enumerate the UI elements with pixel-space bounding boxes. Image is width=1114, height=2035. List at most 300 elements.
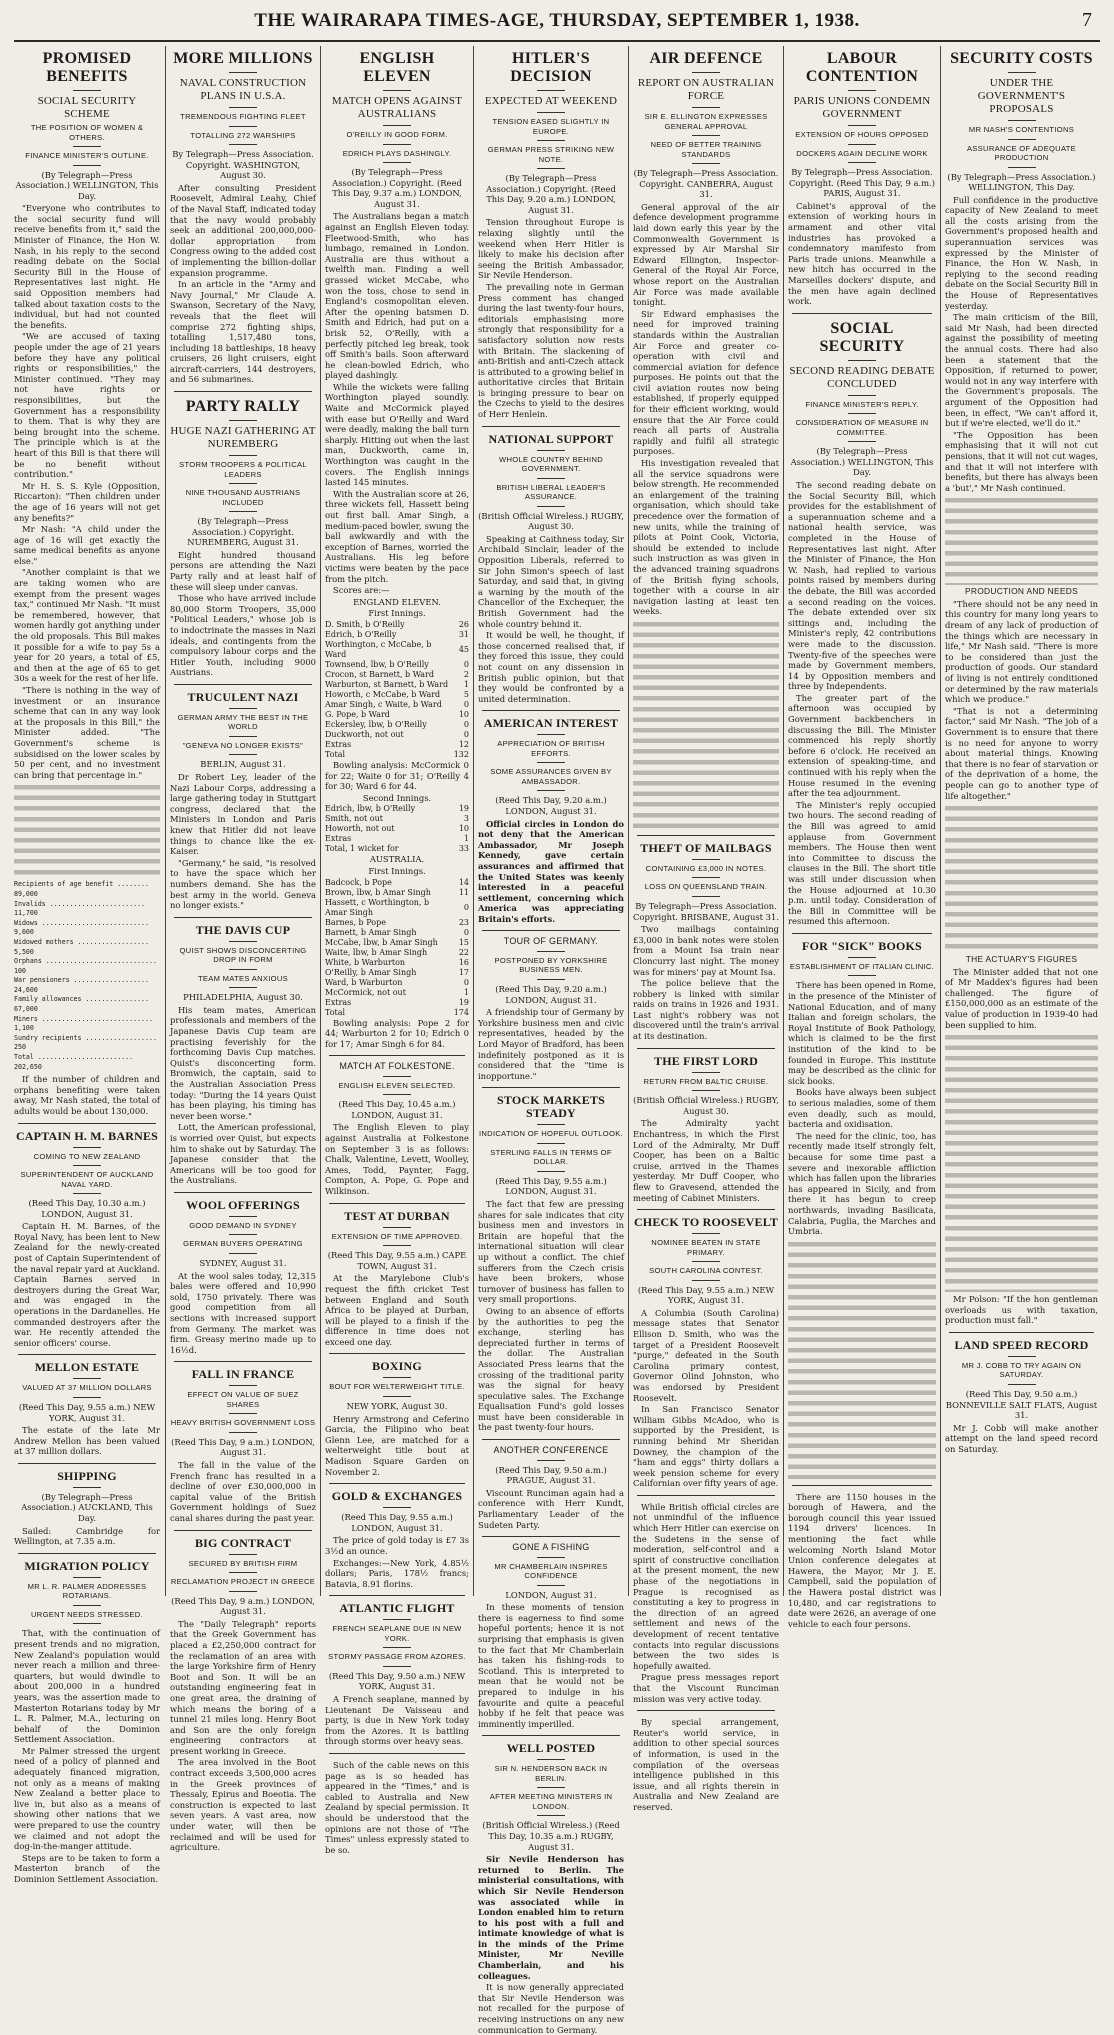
list-item: Widowed mothers .................. 5,500 bbox=[14, 937, 149, 956]
headline: HITLER'S DECISION bbox=[510, 50, 592, 85]
byline: (Reed This Day, 9 a.m.) LONDON, August 31. bbox=[171, 1436, 315, 1458]
batsman: Townsend, lbw, b O'Reilly bbox=[325, 659, 429, 669]
headline: GONE A FISHING bbox=[512, 1542, 590, 1553]
runs: 1 bbox=[463, 679, 469, 689]
subheadline: STORMY PASSAGE FROM AZORES. bbox=[328, 1652, 466, 1662]
headline: BIG CONTRACT bbox=[194, 1535, 292, 1550]
batsman: Total bbox=[325, 1007, 346, 1017]
article-english-eleven bbox=[325, 50, 469, 1049]
divider bbox=[692, 859, 720, 860]
byline: NEW YORK, August 30. bbox=[346, 1400, 448, 1411]
divider bbox=[848, 441, 876, 442]
article-social-security bbox=[788, 320, 936, 927]
masthead bbox=[0, 0, 1114, 40]
masthead-rule bbox=[14, 40, 1100, 42]
table-row bbox=[325, 700, 469, 710]
byline: (By Telegraph—Press Association.) WELLINGTON, This Day. bbox=[790, 446, 934, 478]
article-separator bbox=[482, 1536, 620, 1537]
byline: (By Telegraph—Press Association.) Copyright. NUREMBERG, August 31. bbox=[187, 516, 299, 548]
subheadline: PARIS UNIONS CONDEMN GOVERNMENT bbox=[793, 95, 931, 120]
list-item: Recipients of age benefit ........ 89,000 bbox=[14, 880, 149, 898]
table-row bbox=[325, 898, 469, 918]
paragraph: The Australians began a match against an English Eleven today. Fleetwood-Smith, who has lumbago, remained in London. Australia are thus without a twelfth man. Finding a well grassed wicket McCabe, who won the toss, chose to send in England's cosmopolitan eleven. After the opening batsmen D. Smith and Edrich, had put on a brisk 52, O'Reilly, with a perfectly pitched leg break, took off Smith's bails. Soon afterward he clean-bowled Edrich, who played dashingly. bbox=[325, 211, 469, 381]
runs: 45 bbox=[458, 644, 469, 654]
divider bbox=[73, 1378, 101, 1379]
divider bbox=[229, 420, 257, 421]
runs: 33 bbox=[458, 844, 469, 854]
divider bbox=[383, 1076, 411, 1077]
column-6 bbox=[788, 46, 936, 1629]
paragraph: The greater part of the afternoon was occupied by Government backbenchers in discussing the Bill. The Minister commenced his reply shortly before 6 o'clock. He received an extension of speaking-time, and continued with his reply when the House resumed in the evening after the tea adjournment. bbox=[788, 692, 936, 799]
paragraph: The police believe that the robbery is linked with similar raids on trains in 1926 and 1931. Last night's robbery was not discovered until the train's arrival at its destination. bbox=[633, 978, 779, 1042]
subheadline: GERMAN BUYERS OPERATING bbox=[183, 1239, 303, 1249]
runs: 17 bbox=[458, 967, 469, 977]
headline: CHECK TO ROOSEVELT bbox=[633, 1215, 779, 1230]
divider bbox=[229, 144, 257, 145]
divider bbox=[73, 165, 101, 166]
paragraph: General approval of the air defence development programme laid down early this year by the Commonwealth Government is expressed by Air Marshal Sir Edward Ellington, Inspector-General of the Royal Air Force, whose report on the Australian Air Force was made available tonight. bbox=[633, 201, 779, 308]
divider bbox=[229, 1591, 257, 1592]
byline: By Telegraph—Press Association. Copyright. WASHINGTON, August 30. bbox=[172, 149, 314, 181]
paragraph: Lott, the American professional, is worried over Quist, but expects him to shake out by Saturday. The Japanese consider that the Americans will be too good for the Australians. bbox=[170, 1122, 316, 1186]
divider bbox=[848, 360, 876, 361]
subheadline: O'REILLY IN GOOD FORM. bbox=[346, 130, 448, 139]
table-row bbox=[325, 690, 469, 700]
headline: STOCK MARKETS STEADY bbox=[496, 1093, 606, 1121]
subheadline: EXTENSION OF TIME APPROVED. bbox=[331, 1231, 463, 1241]
divider bbox=[692, 1261, 720, 1262]
innings-heading: First Innings. bbox=[368, 865, 426, 876]
headline: MIGRATION POLICY bbox=[24, 1558, 150, 1573]
runs: 0 bbox=[463, 729, 469, 739]
article-separator bbox=[174, 391, 312, 392]
divider bbox=[537, 90, 565, 91]
article-separator bbox=[18, 1463, 156, 1464]
subheadline: NINE THOUSAND AUSTRIANS INCLUDED bbox=[185, 488, 301, 507]
headline: MORE MILLIONS bbox=[173, 50, 313, 67]
batsman: Barnes, b Pope bbox=[325, 917, 386, 927]
divider bbox=[692, 135, 720, 136]
subheadline: WHOLE COUNTRY BEHIND GOVERNMENT. bbox=[498, 454, 604, 474]
divider bbox=[383, 1619, 411, 1620]
paragraph: The fall in the value of the French franc has resulted in a decline of over £30,000,000 in capital value of the British Government holdings of Suez canal shares during the past year. bbox=[170, 1460, 316, 1523]
article-separator bbox=[329, 1595, 465, 1596]
subheadline: FRENCH SEAPLANE DUE IN NEW YORK. bbox=[332, 1624, 462, 1643]
batsman: O'Reilly, b Amar Singh bbox=[325, 967, 417, 977]
article-shipping bbox=[14, 1470, 160, 1547]
headline: THE FIRST LORD bbox=[654, 1053, 758, 1068]
paragraph: Cabinet's approval of the extension of working hours in armament and other vital industries has provoked a condemnatory manifesto from Paris trade unions. Meanwhile a new hitch has occurred in the Marseilles dockers' dispute, and the men have again declined work. bbox=[788, 200, 936, 307]
article-theft-mailbags bbox=[633, 842, 779, 1042]
divider bbox=[229, 107, 257, 108]
paragraph: Full confidence in the productive capacity of New Zealand to meet all the costs arising from the Government's proposed health and superannuation services was expressed by the Minister of Finance, the Hon W. Nash, in replying to the second reading debate on the Social Security Bill in the House of Representatives yesterday. bbox=[945, 194, 1098, 311]
paragraph: Bowling analysis: McCormick 0 for 22; Waite 0 for 31; O'Reilly 4 for 30; Ward 6 for 44. bbox=[325, 759, 469, 792]
page-number: 7 bbox=[1082, 9, 1092, 31]
paragraph: Steps are to be taken to form a Masterton branch of the Dominion Settlement Association. bbox=[14, 1852, 160, 1884]
divider bbox=[229, 1234, 257, 1235]
divider bbox=[537, 478, 565, 479]
headline: MELLON ESTATE bbox=[34, 1360, 140, 1375]
article-separator bbox=[637, 1048, 775, 1049]
subheadline: RETURN FROM BALTIC CRUISE. bbox=[643, 1076, 769, 1086]
subheadline: SOME ASSURANCES GIVEN BY AMBASSADOR. bbox=[490, 767, 612, 786]
article-well-posted bbox=[478, 1742, 624, 2035]
subheadline: MR L. R. PALMER ADDRESSES ROTARIANS. bbox=[27, 1581, 147, 1601]
subheadline: SECURED BY BRITISH FIRM bbox=[188, 1558, 298, 1568]
subheadline: EFFECT ON VALUE OF SUEZ SHARES bbox=[187, 1390, 299, 1409]
runs: 132 bbox=[453, 749, 469, 759]
text-block bbox=[945, 495, 1098, 585]
divider bbox=[229, 969, 257, 970]
byline: (By Telegraph—Press Association.) Copyright. (Reed This Day, 9.20 a.m.) LONDON, August 31. bbox=[486, 173, 616, 215]
divider bbox=[692, 1280, 720, 1281]
paragraph: A Columbia (South Carolina) message states that Senator Ellison D. Smith, who was the target of a President Roosevelt "purge," defeated in the South Carolina primary contest, Governor Olind Johnston, who was endorsed by President Roosevelt. bbox=[633, 1307, 779, 1403]
divider bbox=[692, 1090, 720, 1091]
paragraph: After consulting President Roosevelt, Admiral Leahy, Chief of the Naval Staff, indicated today that the navy would probably seek an additional 200,000,000-dollar appropriation from Congress owing to the added cost of implementing the billion-dollar expansion programme. bbox=[170, 182, 316, 278]
divider bbox=[73, 1147, 101, 1148]
paragraph: Prague press messages report that the Viscount Runciman mission was very active today. bbox=[633, 1672, 779, 1704]
divider bbox=[383, 162, 411, 163]
runs: 16 bbox=[458, 957, 469, 967]
divider bbox=[537, 1759, 565, 1760]
subheadline: "GENEVA NO LONGER EXISTS" bbox=[182, 740, 304, 750]
headline: LABOUR CONTENTION bbox=[805, 50, 919, 85]
table-row bbox=[325, 640, 469, 660]
text-block bbox=[945, 1032, 1098, 1292]
subheadline: APPRECIATION OF BRITISH EFFORTS. bbox=[497, 739, 605, 758]
table-row bbox=[325, 824, 469, 834]
article-separator bbox=[174, 1192, 312, 1193]
subheadline: BOUT FOR WELTERWEIGHT TITLE. bbox=[329, 1382, 465, 1392]
paragraph: The need for the clinic, too, has recently made itself strongly felt, because for some time past a severe and inexorable affliction which has fallen upon the libraries has appeared in Sicily, and from there it has begun to creep northwards, invading Basilicata, Calabria, Puglia, the Marches and Umbria. bbox=[788, 1130, 936, 1237]
paragraph: Mr Palmer stressed the urgent need of a policy of planned and adequately financed migration, not only as a means of making New Zealand a better place to live in, but also as a means of showing other nations that we were prepared to use the country we claimed and not adopt the dog-in-the-manger attitude. bbox=[14, 1745, 160, 1852]
table-row bbox=[325, 844, 469, 854]
subheadline: EXTENSION OF HOURS OPPOSED bbox=[795, 130, 929, 139]
headline: SOCIAL SECURITY bbox=[819, 319, 905, 355]
runs: 3 bbox=[463, 814, 469, 824]
divider bbox=[229, 754, 257, 755]
column-2 bbox=[170, 46, 316, 1853]
article-national-support bbox=[478, 433, 624, 705]
divider bbox=[537, 1815, 565, 1816]
article-separator bbox=[637, 1495, 775, 1496]
runs: 174 bbox=[453, 1007, 469, 1017]
byline: (British Official Wireless.) RUGBY, August 30. bbox=[478, 510, 624, 532]
divider bbox=[73, 1577, 101, 1578]
article-atlantic-flight bbox=[325, 1602, 469, 1855]
divider bbox=[1008, 120, 1036, 121]
batsman: Duckworth, not out bbox=[325, 729, 404, 739]
article-separator bbox=[18, 1354, 156, 1355]
table-row bbox=[325, 918, 469, 928]
headline: TRUCULENT NAZI bbox=[187, 689, 299, 704]
text-block bbox=[14, 782, 160, 878]
article-gone-fishing bbox=[478, 1543, 624, 1729]
headline: SHIPPING bbox=[57, 1468, 117, 1483]
batsman: G. Pope, b Ward bbox=[325, 709, 390, 719]
batsman: Howorth, not out bbox=[325, 824, 395, 834]
table-row bbox=[325, 988, 469, 998]
subheadline: MATCH OPENS AGAINST AUSTRALIANS bbox=[331, 95, 463, 120]
column-4 bbox=[478, 46, 625, 2035]
divider bbox=[692, 1233, 720, 1234]
article-separator bbox=[792, 933, 932, 934]
subheadline: DOCKERS AGAIN DECLINE WORK bbox=[796, 148, 928, 158]
article-separator bbox=[174, 917, 312, 918]
table-row bbox=[325, 804, 469, 814]
table-row bbox=[325, 620, 469, 630]
scorecard bbox=[325, 620, 469, 760]
runs: 10 bbox=[458, 709, 469, 719]
runs: 26 bbox=[458, 619, 469, 629]
paragraph: Owing to an absence of efforts by the authorities to peg the exchange, sterling has depreciated further in terms of the dollar. The Australian Associated Press learns that the crossing of the traditional parity was the signal for heavy speculative sales. The Exchange Equalisation Fund's gold losses must have been considerable in the past twenty-four hours. bbox=[478, 1305, 624, 1433]
table-row bbox=[325, 814, 469, 824]
article-separator bbox=[174, 1530, 312, 1531]
paragraph: Sir Nevile Henderson has returned to Berlin. The ministerial consultations, with which Sir Nevile Henderson was associated while in London enabled him to return to his post with a full and intimate knowledge of what is in the minds of the Prime Minister, Mr Neville Chamberlain, and his colleagues. bbox=[478, 1854, 624, 1981]
byline: (British Official Wireless.) (Reed This Day, 10.35 a.m.) RUGBY, August 31. bbox=[482, 1820, 620, 1852]
runs: 31 bbox=[458, 629, 469, 639]
article-big-contract bbox=[170, 1537, 316, 1853]
runs: 0 bbox=[463, 927, 469, 937]
subheadline: THE POSITION OF WOMEN & OTHERS. bbox=[30, 123, 144, 142]
paragraph: The price of gold today is £7 3s 3½d an ounce. bbox=[325, 1535, 469, 1556]
subheadline: SOUTH CAROLINA CONTEST. bbox=[649, 1266, 763, 1276]
batsman: D. Smith, b O'Reilly bbox=[325, 619, 405, 629]
paragraph: A French seaplane, manned by Lieutenant De Vaisseau and party, is due in New York today from the Azores. It is battling through storms over heavy seas. bbox=[325, 1693, 469, 1747]
list-item: Family allowances ................ 67,000 bbox=[14, 995, 149, 1014]
article-hitlers-decision bbox=[478, 50, 624, 420]
article-truculent-nazi bbox=[170, 691, 316, 911]
subheadline: CONSIDERATION OF MEASURE IN COMMITTEE. bbox=[795, 418, 929, 437]
paragraph: That, with the continuation of present trends and no migration, New Zealand's population would never reach a million and three-quarters, but would dwindle to about 200,000 in a hundred years, was the assertion made to Masterton Rotarians today by Mr L. R. Palmer, M.A., lecturing on behalf of the Dominion Settlement Association. bbox=[14, 1628, 160, 1745]
divider bbox=[383, 1647, 411, 1648]
table-row bbox=[325, 680, 469, 690]
subheadline: FINANCE MINISTER'S REPLY. bbox=[805, 399, 919, 409]
article-separator bbox=[329, 1753, 465, 1754]
divider bbox=[537, 450, 565, 451]
divider bbox=[229, 1572, 257, 1573]
divider bbox=[537, 1143, 565, 1144]
list-total: Total ........................ 202,650 bbox=[14, 1053, 134, 1071]
runs: 0 bbox=[463, 977, 469, 987]
batsman: Smith, not out bbox=[325, 814, 383, 824]
divider bbox=[229, 1554, 257, 1555]
paragraph: The prevailing note in German Press comment has changed during the last twenty-four hours, editorials emphasising more strongly that responsibility for a satisfactory solution now rests with Britain. The slackening of anti-British and anti-Czech attack is attributed to a growing belief in authoritative circles that Britain is bringing pressure to bear on the Czechs to yield to the desires of Herr Henlein. bbox=[478, 281, 625, 420]
table-row bbox=[325, 1008, 469, 1018]
byline: (By Telegraph—Press Association. Copyright. CANBERRA, August 31. bbox=[633, 168, 779, 200]
paragraph: At the Marylebone Club's request the fifth cricket Test between England and South Africa to be played at Durban, will be played to a finish if the difference in time does not exceed one day. bbox=[325, 1273, 469, 1347]
paragraph: Official circles in London do not deny that the American Ambassador, Mr Joseph Kennedy, gave certain assurances and affirmed that the United States was keenly interested in a peaceful settlement, concerning which America was appreciating Britain's efforts. bbox=[478, 818, 624, 924]
list-item: Orphans ............................ 100 bbox=[14, 957, 157, 975]
subheadline: AFTER MEETING MINISTERS IN LONDON. bbox=[489, 1792, 613, 1811]
article-davis-cup bbox=[170, 924, 316, 1186]
runs: 10 bbox=[458, 824, 469, 834]
article-separator bbox=[637, 1710, 775, 1711]
headline: SECURITY COSTS bbox=[950, 50, 1093, 67]
list-item: Widows ........................... 9,600 bbox=[14, 918, 149, 937]
batsman: Total bbox=[325, 749, 346, 759]
article-check-roosevelt bbox=[633, 1216, 779, 1489]
divider bbox=[229, 941, 257, 942]
headline: FALL IN FRANCE bbox=[191, 1367, 295, 1382]
article-separator bbox=[18, 1123, 156, 1124]
article-separator bbox=[482, 930, 620, 931]
paragraph: Mr Nash: "A child under the age of 16 will get exactly the same medical benefits as anyone else." bbox=[14, 524, 160, 566]
byline: By Telegraph—Press Association. Copyright. (Reed This Day, 9 a.m.) PARIS, August 31. bbox=[789, 167, 935, 199]
subheadline: TEAM MATES ANXIOUS bbox=[197, 973, 289, 983]
divider bbox=[537, 951, 565, 952]
subheadline: LOSS ON QUEENSLAND TRAIN. bbox=[644, 882, 768, 892]
batsman: McCormick, not out bbox=[325, 987, 406, 997]
paragraph: Scores are:— bbox=[333, 585, 390, 596]
batsman: Worthington, c McCabe, b Ward bbox=[325, 639, 432, 659]
paragraph: While the wickets were falling Worthington played soundly. Waite and McCormick played with ease but O'Reilly and Ward were deadly, making the ball turn sharply. Hitting out when the last man, Duckworth, came in, Worthington was caught in the covers. The English innings lasted 145 minutes. bbox=[325, 381, 469, 488]
batsman: Eckersley, lbw, b O'Reilly bbox=[325, 719, 427, 729]
column-divider bbox=[940, 46, 941, 1596]
subheadline: TENSION EASED SLIGHTLY IN EUROPE. bbox=[492, 117, 610, 136]
paragraph: If the number of children and orphans benefiting were taken away, Mr Nash stated, the total of adults would be about 130,000. bbox=[14, 1074, 160, 1116]
headline: AIR DEFENCE bbox=[649, 50, 763, 67]
subheadline: STERLING FALLS IN TERMS OF DOLLAR. bbox=[490, 1147, 612, 1167]
article-wool-offerings bbox=[170, 1199, 316, 1355]
column-1 bbox=[14, 46, 160, 1884]
article-separator bbox=[482, 426, 620, 427]
runs: 23 bbox=[458, 917, 469, 927]
article-captain-barnes bbox=[14, 1130, 160, 1349]
divider bbox=[537, 734, 565, 735]
batsman: Edrich, lbw, b O'Reilly bbox=[325, 804, 416, 814]
divider bbox=[1008, 1384, 1036, 1385]
column-divider bbox=[165, 46, 166, 1596]
article-separator bbox=[329, 1483, 465, 1484]
subheadline: TREMENDOUS FIGHTING FLEET bbox=[180, 112, 306, 121]
byline: (By Telegraph—Press Association.) AUCKLAND, This Day. bbox=[21, 1491, 153, 1524]
divider bbox=[692, 896, 720, 897]
paragraph: Henry Armstrong and Ceferino Garcia, the Filipino who beat Glenn Lee, are matched for a welterweight title bout at Madison Square Garden on November 2. bbox=[325, 1413, 469, 1477]
article-separator bbox=[329, 1203, 465, 1204]
divider bbox=[848, 90, 876, 91]
divider bbox=[383, 1666, 411, 1667]
benefit-list bbox=[14, 880, 160, 1072]
paragraph: Sailed: Cambridge for Wellington, at 7.35 a.m. bbox=[14, 1525, 160, 1547]
paragraph: "There should not be any need in this country for many long years to dream of any lack of production of the things which are necessary in life," Mr Nash said. "There is more to be considered than just the production of goods. Our standard of living is not entirely conditioned or determined by the raw materials which we produce." bbox=[945, 598, 1098, 705]
runs: 0 bbox=[463, 719, 469, 729]
article-air-defence bbox=[633, 50, 779, 829]
byline: (Reed This Day, 10.45 a.m.) LONDON, August 31. bbox=[338, 1099, 456, 1120]
subheadline: GERMAN PRESS STRIKING NEW NOTE. bbox=[487, 145, 615, 164]
paragraph: Tension throughout Europe is relaxing slightly until the weekend when Herr Hitler is likely to make his decision after seeing the British Ambassador, Sir Nevile Henderson. bbox=[478, 217, 624, 281]
headline: MATCH AT FOLKESTONE. bbox=[339, 1061, 455, 1072]
article-test-durban bbox=[325, 1210, 469, 1348]
divider bbox=[537, 979, 565, 980]
article-sick-books bbox=[788, 940, 936, 1629]
batsman: Ward, b Warburton bbox=[325, 977, 403, 987]
subheadline: SUPERINTENDENT OF AUCKLAND NAVAL YARD. bbox=[20, 1170, 154, 1189]
byline: (Reed This Day, 9 a.m.) LONDON, August 31. bbox=[171, 1595, 315, 1617]
divider bbox=[537, 1124, 565, 1125]
table-row bbox=[325, 740, 469, 750]
paragraph: Eight hundred thousand persons are attending the Nazi Party rally and at least half of these will sleep under canvas. bbox=[170, 549, 316, 592]
headline: WOOL OFFERINGS bbox=[186, 1197, 300, 1212]
table-row bbox=[325, 978, 469, 988]
column-divider bbox=[628, 46, 629, 1596]
article-migration-policy bbox=[14, 1560, 160, 1885]
column-3 bbox=[325, 46, 469, 1855]
table-row bbox=[325, 998, 469, 1008]
paragraph: His investigation revealed that all the service squadrons were below strength. He recommended an enlargement of the training organisation, which should take precedence over the formation of new units, while the training of pilots at Point Cook, Victoria, should be extended to include such instruction as was given in the advanced training squadrons of the British flying schools, together with a course in air navigation lasting at least ten weeks. bbox=[633, 458, 779, 617]
divider bbox=[229, 1385, 257, 1386]
runs: 14 bbox=[458, 877, 469, 887]
byline: (Reed This Day, 9.50 a.m.) PRAGUE, August 31. bbox=[495, 1464, 607, 1486]
subheadline: EDRICH PLAYS DASHINGLY. bbox=[342, 148, 452, 158]
divider bbox=[383, 1094, 411, 1095]
innings-heading: First Innings. bbox=[368, 608, 426, 619]
divider bbox=[73, 1487, 101, 1488]
subheadline: ASSURANCE OF ADEQUATE PRODUCTION bbox=[966, 143, 1077, 162]
column-divider bbox=[783, 46, 784, 1596]
paragraph: Mr J. Cobb will make another attempt on the land speed record on Saturday. bbox=[945, 1422, 1098, 1454]
table-row bbox=[325, 958, 469, 968]
paragraph: Such of the cable news on this page as is so headed has appeared in the "Times," and is cabled to Australia and New Zealand by special permission. It should be understood that the opinions are not those of "The Times" unless expressly stated to be so. bbox=[325, 1759, 469, 1855]
column-divider bbox=[320, 46, 321, 1596]
subheadline: RECLAMATION PROJECT IN GREECE bbox=[170, 1577, 316, 1587]
divider bbox=[383, 90, 411, 91]
byline: SYDNEY, August 31. bbox=[199, 1257, 287, 1268]
article-separator bbox=[792, 1485, 932, 1486]
article-separator bbox=[174, 1361, 312, 1362]
runs: 11 bbox=[458, 887, 469, 897]
article-gold-exchanges bbox=[325, 1490, 469, 1589]
paragraph: Books have always been subject to serious maladies, some of them even deadly, such as mould, bacteria and oxidisation. bbox=[788, 1087, 936, 1130]
subheadline: SIR N. HENDERSON BACK IN BERLIN. bbox=[494, 1764, 608, 1783]
section-heading: PRODUCTION AND NEEDS bbox=[964, 586, 1079, 597]
divider bbox=[229, 483, 257, 484]
paragraph: Viscount Runciman again had a conference with Herr Kundt, Parliamentary Leader of the Sudeten Party. bbox=[478, 1487, 624, 1530]
byline: LONDON, August 31. bbox=[505, 1589, 597, 1600]
table-row bbox=[325, 750, 469, 760]
divider bbox=[73, 1605, 101, 1606]
divider bbox=[229, 511, 257, 512]
paragraph: Mr H. S. S. Kyle (Opposition, Riccarton): "Then children under the age of 16 years will not get any benefits?" bbox=[14, 480, 160, 523]
subheadline: SECOND READING DEBATE CONCLUDED bbox=[789, 364, 935, 390]
divider bbox=[848, 975, 876, 976]
subheadline: NAVAL CONSTRUCTION PLANS IN U.S.A. bbox=[179, 77, 307, 102]
paragraph: The estate of the late Mr Andrew Mellon has been valued at 37 million dollars. bbox=[14, 1425, 160, 1457]
byline: (Reed This Day, 9.55 a.m.) LONDON, August 31. bbox=[495, 1175, 607, 1197]
divider bbox=[537, 1787, 565, 1788]
batsman: Waite, lbw, b Amar Singh bbox=[325, 947, 428, 957]
subheadline: ESTABLISHMENT OF ITALIAN CLINIC. bbox=[789, 961, 935, 971]
paragraph: The Minister added that not one of Mr Maddex's figures had been challenged. The figure of £150,000,000 as an estimate of the value of production in 1939-40 had been supplied to him. bbox=[945, 966, 1098, 1030]
divider bbox=[383, 144, 411, 145]
paragraph: Speaking at Caithness today, Sir Archibald Sinclair, leader of the Opposition Liberals, referred to Sir John Simon's speech of last Saturday, and said that, in giving a warning by the mouth of the Chancellor of the Exchequer, the British Government had the whole country behind it. bbox=[478, 533, 624, 629]
paragraph: Mr Polson: "If the hon gentleman overloads us with taxation, production must fall." bbox=[945, 1294, 1098, 1326]
divider bbox=[383, 1377, 411, 1378]
byline: (Reed This Day, 9.55 a.m.) NEW YORK, August 31. bbox=[637, 1284, 775, 1306]
divider bbox=[848, 413, 876, 414]
subheadline: ENGLISH ELEVEN SELECTED. bbox=[338, 1080, 456, 1090]
subheadline: CONTAINING £3,000 IN NOTES. bbox=[645, 863, 767, 873]
divider bbox=[383, 1396, 411, 1397]
subheadline: GOOD DEMAND IN SYDNEY bbox=[189, 1220, 297, 1230]
subheadline: UNDER THE GOVERNMENT'S PROPOSALS bbox=[977, 77, 1066, 115]
divider bbox=[537, 112, 565, 113]
article-separator bbox=[792, 313, 932, 314]
runs: 0 bbox=[463, 699, 469, 709]
paragraph: The Admiralty yacht Enchantress, in which the First Lord of the Admiralty, Mr Duff Cooper, has been on a Baltic cruise, arrived in the Thames yesterday. Mr Duff Cooper, who flew to Gravesend, attended the meeting of Cabinet Ministers. bbox=[633, 1118, 779, 1203]
paragraph: At the wool sales today, 12,315 bales were offered and 10,990 sold, 1750 privately. There was good competition from all sections with increased support from Germany. The market was firm. Greasy merino made up to 16½d. bbox=[170, 1270, 316, 1355]
divider bbox=[848, 125, 876, 126]
